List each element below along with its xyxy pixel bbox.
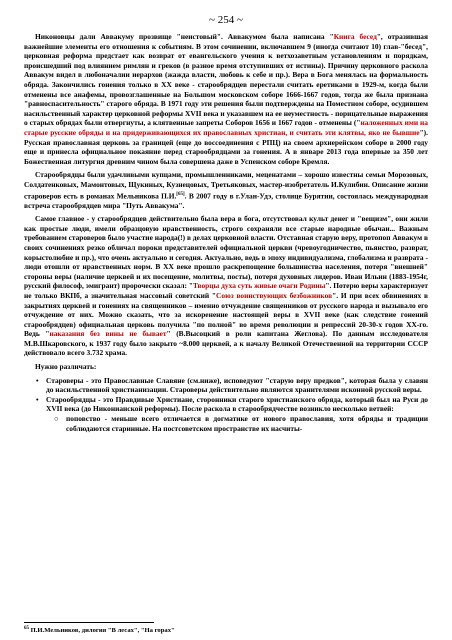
list-item xyxy=(36,395,428,414)
book-title-highlight: Книга бесед xyxy=(333,32,377,41)
text: . В 2007 году в г.Улан-Удэ, столице Бурятии, состоялась международная встреча старообрядцев мира "Путь Аввакума". xyxy=(24,190,428,210)
text: Никоновцы дали Аввакуму прозвище "неистовый". Аввакумом была написана " xyxy=(35,32,334,41)
text: Старообрядцы были удачливыми купцами, промышленниками, меценатами – хорошо известны семьи Морозовых, Солдатенковых, Мамонтовых, Щукиных, Кузнецовых, Третьяковых, мастер-изобретатель И.Кулибин. Описание жизни староверов есть в романах Мельникова П.И. xyxy=(24,170,428,200)
paragraph-faith xyxy=(24,214,428,358)
paragraph-avvakum xyxy=(24,32,428,166)
sub-list-item xyxy=(36,414,428,433)
text: " (В.Высоцкий в роли капитана Жеглова). По данным исследователя М.В.Шкаровского, к 1937 году было закрыто ~8.000 церквей, а к началу Великой Отечественной на территории СССР действовало всего 3.732 храма. xyxy=(24,329,428,358)
quote-highlight: Союз воинствующих безбожников xyxy=(216,290,333,300)
circle-bullet-icon: ○ xyxy=(54,414,59,424)
quote-highlight: наложенных ими на старые русские обряды и на придерживающихся их православных христиан, и считать эти клятвы, яко не бывшие xyxy=(24,118,429,137)
text: ", отразившая важнейшие элементы его отношения к событиям. В этом сочинении, включавшем 9 (иногда считают 10) глав-"бесед", церковная реформа предстает как возврат от евангельского учения к ветхозаветным установлениям и порядкам, происшедший под влиянием римлян и греков (в разное время отступивших от истины). Причину церковного раскола Аввакум видел в любоначалии иерархов (жажда власти, любовь к себе и пр.). Вера в Бога менялась на формальность обряда. Закончились гонения только в XX веке - старообрядцев перестали считать еретиками в 1929-м, когда были отменены все анафемы, провозглашенные на Большом московском соборе 1666-1667 годов, тогда же была признана "равноспасительность" старого обряда. В 1971 году эти решения были подтверждены на Поместном соборе, осудившем насильственный характер церковной реформы XVII века и указавшем на ее неуместность - порицательные выражения о старых обрядах были отвергнуты, а клятвенные запреты Соборов 1656 и 1667 годов - отменены (" xyxy=(24,32,428,128)
list-item-text: Староверы - это Православные Славяне (см.ниже), исповедуют "старую веру предков", которая была у славян до насильственной христианизации. Староверы действительно являются хранителями исконной русской веры. xyxy=(46,375,428,395)
text: ". И при всех обвинениях в закрытиях церквей и гонениях на священников – именно отчуждение священников от русского народа и вызывало его отчуждение от них. Можно сказать, что за искоренение настоящей веры в XVII веке (как следствие гонений старообрядцев) официальная церковь получила "по полной" во время революции и репрессий 20-30-х годов XX-го. Ведь " xyxy=(24,290,428,339)
quote-highlight: наказания без вины не бывает xyxy=(49,329,167,339)
text: ". Потерю веры характеризует не только ВКПб, а значительная массовый советский " xyxy=(24,281,428,300)
bullet-icon: • xyxy=(36,394,39,404)
bullet-list xyxy=(24,376,428,434)
paragraph-merchants: Старообрядцы были удачливыми купцами, промышленниками, меценатами – хорошо известны семьи Морозовых, Солдатенковых, Мамонтовых, Щукиных, Кузнецовых, Третьяковых, мастер-изобретатель И.Кулибин. Описание жизни староверов есть в романах Мельникова П.И.[65]. В 2007 году в г.Улан-Удэ, столице Бурятии, состоялась международная встреча старообрядцев мира "Путь Аввакума". xyxy=(24,170,428,210)
page-number: ~ 254 ~ xyxy=(209,14,243,26)
footnote-divider xyxy=(24,622,154,623)
text: Самое главное - у старообрядцев действительно была вера в бога, отсутствовал культ денег и "вещизм", они жили как простые люди, имели образцовую нравственность, строго сохраняли все старые народные обычаи... Важным требованием староверов было участие народа(!) в делах церковной власти. Отставная старую веру, протопоп Аввакум в своих сочинениях резко обличал пороки представителей официальной церкви (чревоугодничество, пьянство, разврат, корыстолюбие и пр.), что очень актуально и сегодня. Актуально, ведь в эпоху индивидуализма, глобализма и разврата - люди отошли от нравственных норм. В XX веке прошло раскрепощение большинства населения, потеря "внешней" стороны веры (наличие церквей и их посещение, молитвы, посты), потеря духовных лидеров. Иван Ильин (1883-1954г, русский философ, эмигрант) пророчески сказал: " xyxy=(24,214,428,291)
footnote xyxy=(24,626,175,634)
footnote-number: 65 xyxy=(24,626,29,631)
sub-list-item-text: поповство - меньше всего отличается в догматике от нового православия, хотя обряды и традиции соблюдаются старинные. На постсоветском пространстве их насчиты- xyxy=(66,414,428,433)
bullet-icon: • xyxy=(36,375,39,385)
list-item-text: Старообрядцы - это Правдивые Христиане, сторонники старого христианского обряда, который был на Руси до XVII века (до Никонианской реформы). После раскола в старообрядчестве возникло несколько ветвей: xyxy=(46,394,428,414)
paragraph-distinguish: Нужно различать: xyxy=(35,362,97,372)
footnote-ref[interactable]: 65 xyxy=(177,191,183,197)
document-page xyxy=(24,14,428,433)
quote-highlight: Творцы духа суть живые очаги Родины xyxy=(192,281,326,291)
list-item xyxy=(36,376,428,395)
footnote-text: П.И.Мельников, дилогия "В лесах", "На горах" xyxy=(29,627,175,635)
text: "). Русская православная церковь за границей (еще до воссоединения с РПЦ) на своем архиерейском соборе в 2000 году еще и принесла официальное покаяние перед старообрядцами за гонения. А в январе 2013 года впервые за 350 лет Божественная литургия древним чином была совершена даже в Успенском соборе Кремля. xyxy=(24,127,428,166)
